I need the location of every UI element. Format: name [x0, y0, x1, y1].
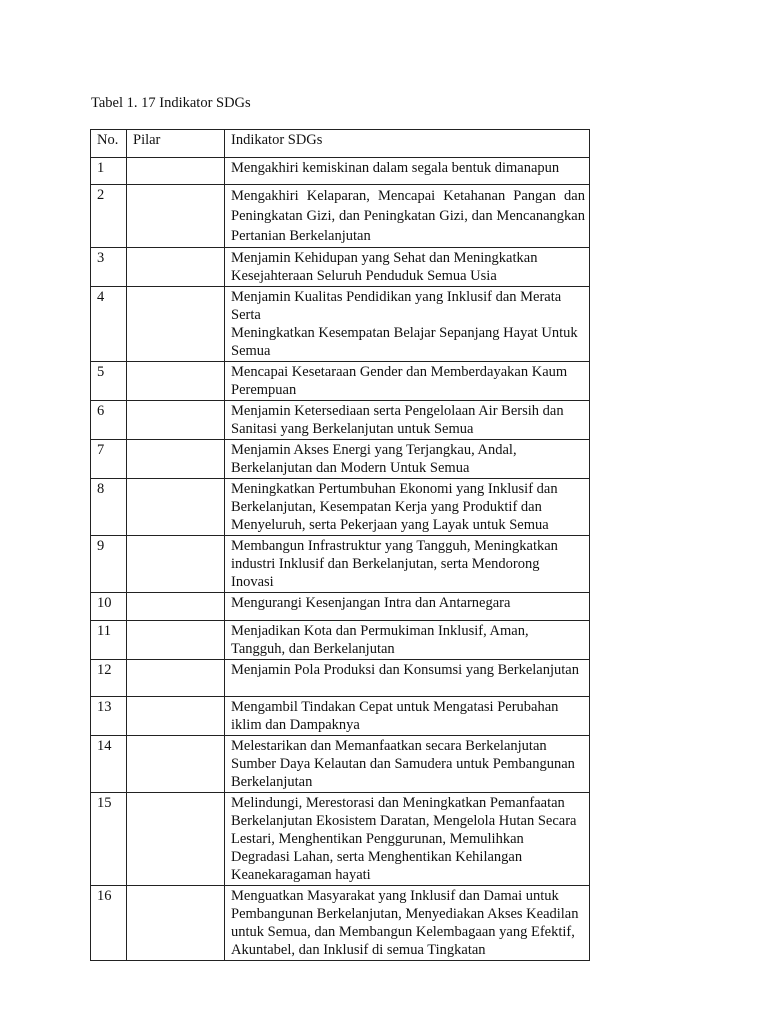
table-row: [91, 401, 590, 440]
table-row: [91, 536, 590, 593]
cell-indikator: [225, 621, 590, 660]
cell-indikator: [225, 440, 590, 479]
cell-no: 6: [91, 401, 127, 440]
cell-pilar: [127, 697, 225, 736]
cell-pilar: [127, 660, 225, 697]
cell-pilar: [127, 736, 225, 793]
cell-indikator: [225, 185, 590, 248]
cell-indikator: [225, 697, 590, 736]
cell-indikator: [225, 362, 590, 401]
cell-indikator: [225, 248, 590, 287]
cell-pilar: [127, 479, 225, 536]
cell-indikator: [225, 886, 590, 961]
header-no: No.: [91, 130, 127, 158]
header-pilar: Pilar: [127, 130, 225, 158]
cell-no: 10: [91, 593, 127, 621]
table-row: [91, 287, 590, 362]
cell-pilar: [127, 185, 225, 248]
cell-pilar: [127, 401, 225, 440]
table-row: [91, 621, 590, 660]
indikator-text: Melestarikan dan Memanfaatkan secara Berkelanjutan Sumber Daya Kelautan dan Samudera untuk Pembangunan Berkelanjutan: [231, 738, 575, 790]
cell-no: 11: [91, 621, 127, 660]
table-row: [91, 593, 590, 621]
cell-no: 14: [91, 736, 127, 793]
cell-no: 16: [91, 886, 127, 961]
cell-no: 5: [91, 362, 127, 401]
table-row: [91, 736, 590, 793]
cell-pilar: [127, 287, 225, 362]
cell-indikator: [225, 736, 590, 793]
table-row: [91, 660, 590, 697]
indikator-text: Mengambil Tindakan Cepat untuk Mengatasi Perubahan iklim dan Dampaknya: [231, 699, 559, 733]
table-row: [91, 158, 590, 185]
cell-pilar: [127, 621, 225, 660]
indikator-text: Menjamin Pola Produksi dan Konsumsi yang Berkelanjutan: [231, 662, 579, 678]
cell-no: 2: [91, 185, 127, 248]
cell-no: 9: [91, 536, 127, 593]
cell-pilar: [127, 886, 225, 961]
cell-indikator: [225, 401, 590, 440]
cell-indikator: [225, 158, 590, 185]
indikator-text: Mengakhiri Kelaparan, Mencapai Ketahanan Pangan dan Peningkatan Gizi, dan Peningkatan Gizi, dan Mencanangkan Pertanian Berkelanjutan: [231, 188, 585, 244]
indikator-text: Menjamin Kualitas Pendidikan yang Inklusif dan Merata Serta: [231, 289, 562, 323]
cell-no: 13: [91, 697, 127, 736]
table-row: [91, 886, 590, 961]
indikator-text: Membangun Infrastruktur yang Tangguh, Meningkatkan industri Inklusif dan Berkelanjutan, serta Mendorong Inovasi: [231, 538, 558, 590]
cell-pilar: [127, 440, 225, 479]
cell-no: 3: [91, 248, 127, 287]
table-row: [91, 793, 590, 886]
cell-pilar: [127, 793, 225, 886]
cell-no: 7: [91, 440, 127, 479]
sdg-indicator-table: [90, 129, 590, 961]
indikator-text: Menjamin Kehidupan yang Sehat dan Meningkatkan Kesejahteraan Seluruh Penduduk Semua Usia: [231, 250, 538, 284]
table-row: [91, 362, 590, 401]
cell-pilar: [127, 536, 225, 593]
table-row: [91, 697, 590, 736]
cell-pilar: [127, 593, 225, 621]
cell-indikator: [225, 793, 590, 886]
cell-no: 15: [91, 793, 127, 886]
table-row: [91, 440, 590, 479]
cell-indikator: [225, 536, 590, 593]
table-body: [91, 158, 590, 961]
indikator-text: Mengakhiri kemiskinan dalam segala bentuk dimanapun: [231, 160, 560, 176]
indikator-text: Menjamin Ketersediaan serta Pengelolaan Air Bersih dan Sanitasi yang Berkelanjutan untuk Semua: [231, 403, 564, 437]
header-indikator: Indikator SDGs: [225, 130, 590, 158]
cell-indikator: [225, 660, 590, 697]
cell-no: 12: [91, 660, 127, 697]
indikator-text: Menjadikan Kota dan Permukiman Inklusif, Aman, Tangguh, dan Berkelanjutan: [231, 623, 529, 657]
cell-pilar: [127, 362, 225, 401]
indikator-text: Mencapai Kesetaraan Gender dan Memberdayakan Kaum Perempuan: [231, 364, 568, 398]
cell-no: 4: [91, 287, 127, 362]
cell-no: 8: [91, 479, 127, 536]
cell-indikator: [225, 593, 590, 621]
indikator-text: Menjamin Akses Energi yang Terjangkau, Andal, Berkelanjutan dan Modern Untuk Semua: [231, 442, 517, 476]
cell-no: 1: [91, 158, 127, 185]
cell-pilar: [127, 158, 225, 185]
table-row: [91, 248, 590, 287]
indikator-text: Melindungi, Merestorasi dan Meningkatkan Pemanfaatan Berkelanjutan Ekosistem Daratan, Mengelola Hutan Secara Lestari, Menghentikan Penggurunan, Memulihkan Degradasi Lahan, serta Menghentikan Kehilangan Keanekaragaman hayati: [231, 795, 577, 883]
cell-indikator: [225, 479, 590, 536]
table-row: [91, 185, 590, 248]
indikator-text: Meningkatkan Pertumbuhan Ekonomi yang Inklusif dan Berkelanjutan, Kesempatan Kerja yang Produktif dan Menyeluruh, serta Pekerjaan yang Layak untuk Semua: [231, 481, 558, 533]
indikator-text: Meningkatkan Kesempatan Belajar Sepanjang Hayat Untuk Semua: [231, 325, 578, 359]
cell-pilar: [127, 248, 225, 287]
indikator-text: Mengurangi Kesenjangan Intra dan Antarnegara: [231, 595, 511, 611]
table-header-row: [91, 130, 590, 158]
table-row: [91, 479, 590, 536]
cell-indikator: [225, 287, 590, 362]
indikator-text: Menguatkan Masyarakat yang Inklusif dan Damai untuk Pembangunan Berkelanjutan, Menyediakan Akses Keadilan untuk Semua, dan Membangun Kelembagaan yang Efektif, Akuntabel, dan Inklusif di semua Tingkatan: [231, 888, 579, 958]
table-caption: Tabel 1. 17 Indikator SDGs: [91, 95, 251, 111]
